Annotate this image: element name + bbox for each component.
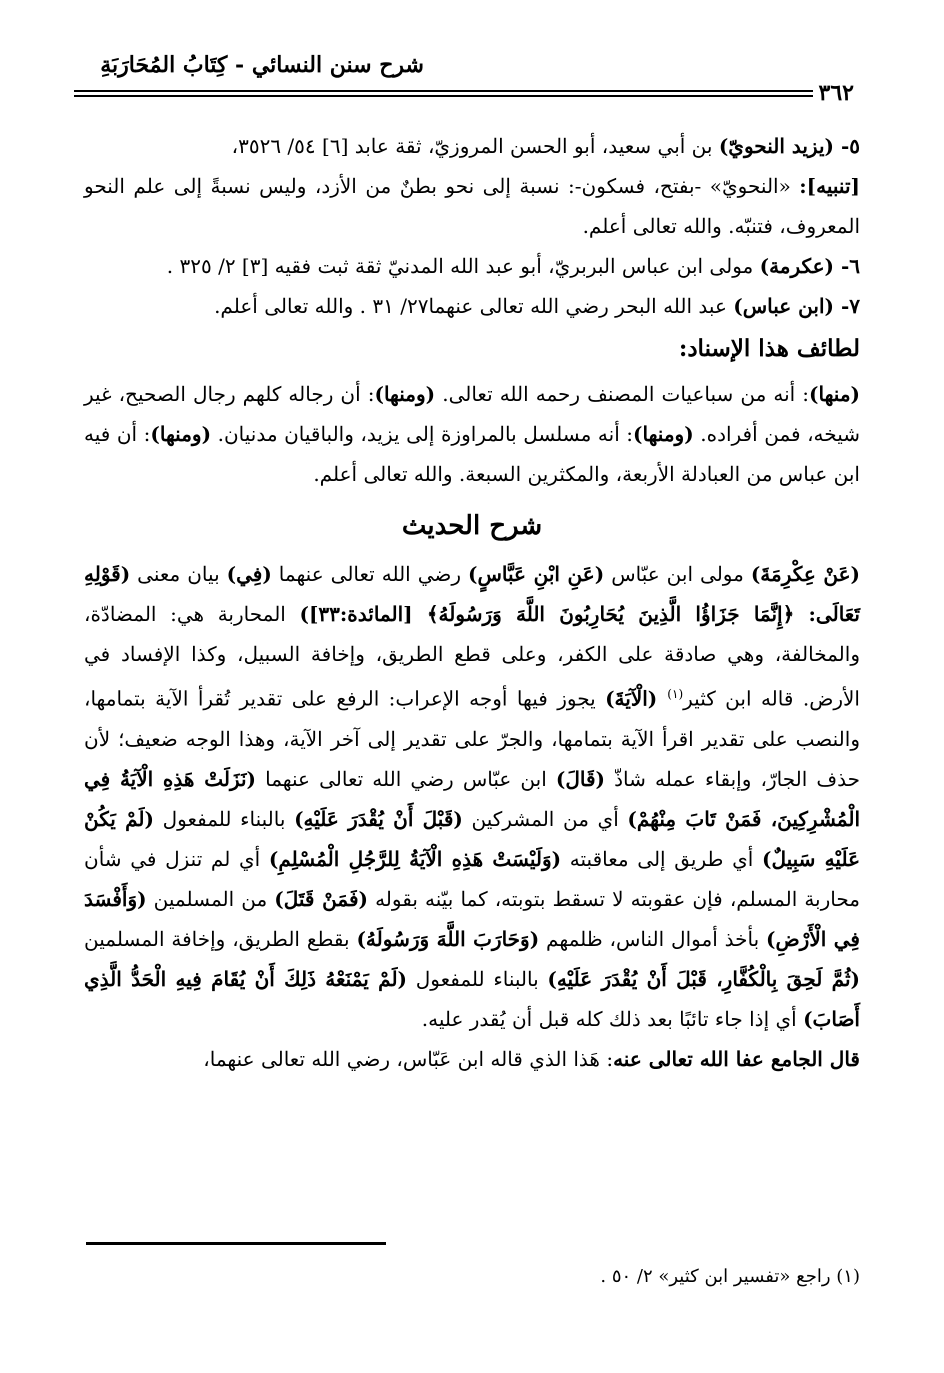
quote: (نَزَلَتْ هَذِهِ الْآيَةُ فِي الْمُشْرِكِينَ، فَمَنْ تَابَ مِنْهُمْ) (84, 766, 861, 831)
jami-label: قال الجامع عفا الله تعالى عنه (613, 1046, 860, 1071)
quote: (وَحَارَبَ اللَّهَ وَرَسُولَهُ) (356, 926, 540, 951)
narrator-text: عبد الله البحر رضي الله تعالى عنهما٢٧/ ٣١ . والله تعالى أعلم. (214, 294, 734, 318)
quote: (فَمَنْ قَتَلَ) (274, 886, 368, 911)
commentary: أي من المشركين (462, 806, 628, 831)
commentary: مولى ابن عبّاس (604, 562, 751, 586)
tanbih-label: [تنبيه]: (799, 174, 860, 198)
quote: (قَبْلَ أَنْ يُقْدَرَ عَلَيْهِ) (294, 806, 463, 831)
narrator-name: ٥- (يزيد النحويّ) (718, 134, 860, 158)
sharh-title: شرح الحديث (401, 511, 543, 541)
sharh-paragraph (84, 554, 860, 1039)
tanbih-text: «النحويّ» -بفتح، فسكون-: نسبة إلى نحو بطنٌ من الأزد، وليس نسبةً إلى علم النحو المعروف، فتنبّه. والله تعالى أعلم. (84, 174, 860, 238)
commentary: رضي الله تعالى عنهما (271, 562, 469, 586)
commentary: المحاربة هي: المضادّة، والمخالفة، وهي صادقة على الكفر، وعلى قطع الطريق، وإخافة السبيل، وكذا الإفساد في الأرض. قاله ابن كثير (84, 602, 860, 711)
narrator-name: ٧- (ابن عباس) (733, 294, 860, 318)
quote: (لَمْ يَمْنَعْهُ ذَلِكَ أَنْ يُقَامَ فِيهِ الْحَدُّ الَّذِي أَصَابَ) (84, 966, 860, 1031)
commentary: بيان معنى (130, 562, 227, 586)
commentary: بالبناء للمفعول (407, 966, 548, 991)
lataif-label-4: (ومنها) (150, 422, 212, 446)
header-rule-second (74, 95, 860, 97)
commentary: أي إذا جاء تائبًا بعد ذلك كله قبل أن يُقدر عليه. (421, 1006, 804, 1031)
narrator-text: بن أبي سعيد، أبو الحسن المروزيّ، ثقة عابد [٦] ٥٤/ ٣٥٢٦، (231, 134, 719, 158)
narrator-5 (84, 126, 860, 166)
lataif-text-3: : أنه مسلسل بالمراوزة إلى يزيد، والباقيان مدنيان. (211, 422, 634, 446)
quote: (الْآيَةَ) (605, 686, 668, 711)
quote: (عَنْ عِكْرِمَةَ) (750, 562, 860, 586)
footnote: (١) راجع «تفسير ابن كثير» ٢/ ٥٠ . (600, 1266, 860, 1287)
narrator-6 (84, 246, 860, 286)
commentary: بقطع الطريق، وإخافة المسلمين (84, 926, 357, 951)
quote: (فِي) (226, 562, 272, 586)
narrator-7 (84, 286, 860, 326)
lataif-label-3: (ومنها) (633, 422, 694, 446)
quote: (لَمْ يَكُنْ عَلَيْهِ سَبِيلٌ) (84, 806, 860, 871)
commentary: أي طريق إلى معاقبته (561, 846, 762, 871)
quote: (ثُمَّ لَحِقَ بِالْكُفَّارِ، قَبْلَ أَنْ يُقْدَرَ عَلَيْهِ) (547, 966, 860, 991)
lataif-text-4: : أن فيه ابن عباس من العبادلة الأربعة، والمكثرين السبعة. والله تعالى أعلم. (84, 422, 860, 486)
lataif-label-1: (منها) (809, 382, 861, 406)
lataif-text-2: : أن رجاله كلهم رجال الصحيح، غير شيخه، فمن أفراده. (84, 382, 860, 446)
quote: (وَأَفْسَدَ فِي الْأَرْضِ) (84, 886, 860, 951)
lataif-heading: لطائف هذا الإسناد: (678, 335, 860, 362)
quote: (وَلَيْسَتْ هَذِهِ الْآيَةُ لِلرَّجُلِ الْمُسْلِمِ) (268, 846, 562, 871)
lataif-paragraph (84, 374, 860, 494)
commentary: من المسلمين (146, 886, 275, 911)
jami-paragraph (84, 1039, 860, 1079)
narrator-name: ٦- (عكرمة) (759, 254, 860, 278)
main-text (84, 126, 860, 1079)
quote: (قَالَ) (555, 766, 606, 791)
commentary: أي لم تنزل في شأن محاربة المسلم، فإن عقوبته لا تسقط بتوبته، كما بيّنه بقوله (84, 846, 861, 911)
commentary: يجوز فيها أوجه الإعراب: الرفع على تقدير تُقرأ الآية بتمامها، والنصب على تقدير اقرأ الآية بتمامها، والجرّ على تقدير إلى آخر الآية، وهذا الوجه ضعيف؛ لأن حذف الجارّ، وإبقاء عمله شاذّ (84, 686, 860, 791)
quote: (عَنِ ابْنِ عَبَّاسٍ) (468, 562, 605, 586)
page-number: ٣٦٢ (813, 80, 860, 106)
commentary: بأخذ أموال الناس، ظلمهم (539, 926, 767, 951)
running-header-title: شرح سنن النسائي - كِتَابُ المُحَارَبَةِ (100, 52, 424, 78)
narrator-text: مولى ابن عباس البربريّ، أبو عبد الله المدنيّ ثقة ثبت فقيه [٣] ٢/ ٣٢٥ . (166, 254, 760, 278)
quran-quote: (قَوْلِهِ تَعَالَى: ﴿إِنَّمَا جَزَاؤُا الَّذِينَ يُحَارِبُونَ اللَّهَ وَرَسُولَهُ﴾ [المائدة:٣٣]) (84, 562, 861, 626)
lataif-text-1: : أنه من سباعيات المصنف رحمه الله تعالى. (435, 382, 810, 406)
footnote-rule (86, 1242, 386, 1245)
commentary: بالبناء للمفعول (153, 806, 295, 831)
tanbih-note (84, 166, 860, 246)
jami-text: : هَذا الذي قاله ابن عَبّاس، رضي الله تعالى عنهما، (203, 1046, 614, 1071)
header-rule (74, 90, 860, 92)
commentary: ابن عبّاس رضي الله تعالى عنهما (256, 766, 556, 791)
footnote-ref: (١) (667, 687, 684, 701)
lataif-label-2: (ومنها) (374, 382, 436, 406)
